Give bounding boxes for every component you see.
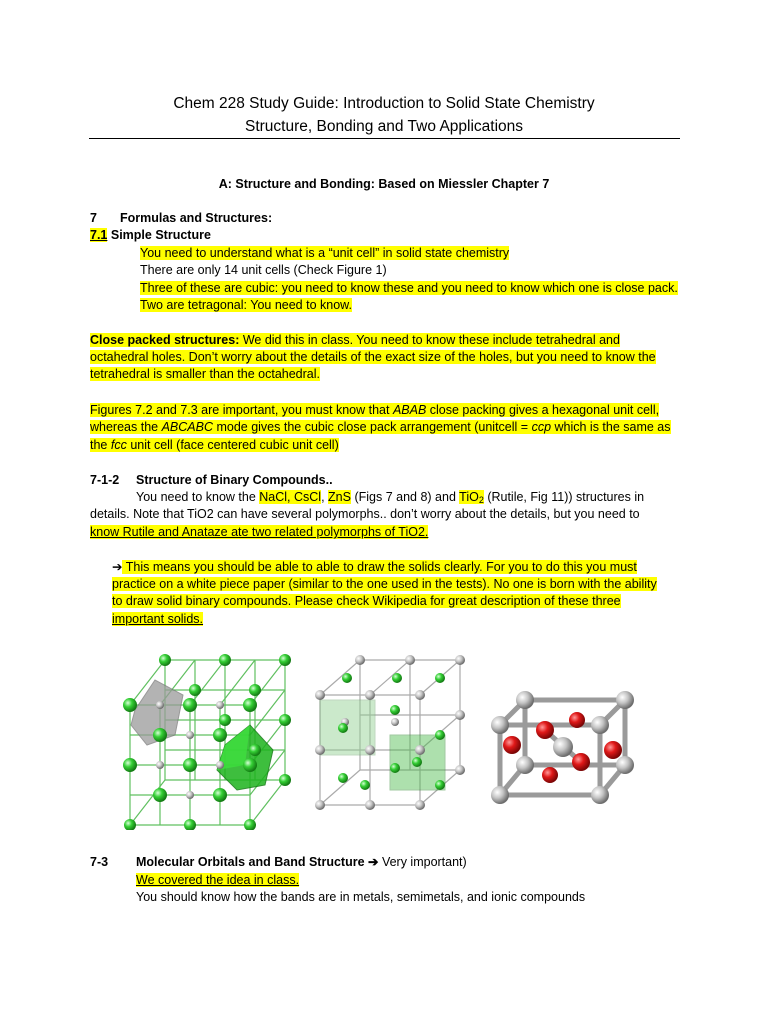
section-7-1-line4 xyxy=(140,297,352,314)
crystal-structures-figure xyxy=(105,650,675,830)
note-line2 xyxy=(112,576,657,593)
section-7-1-line1-text: You need to understand what is a “unit cell” in solid state chemistry xyxy=(140,246,510,260)
section-7-title: Formulas and Structures: xyxy=(120,211,273,225)
close-packed-line1-text: We did this in class. You need to know these include tetrahedral and xyxy=(239,333,620,347)
figures-line1 xyxy=(90,402,659,419)
s712-l1a: You need to know the xyxy=(136,490,260,504)
page-title-line1: Chem 228 Study Guide: Introduction to Solid State Chemistry xyxy=(173,95,595,112)
zns-structure-image xyxy=(315,655,465,810)
figures-l1a: Figures 7.2 and 7.3 are important, you must know that xyxy=(90,403,393,417)
comma-2: , xyxy=(321,490,329,504)
figures-l2b: mode gives the cubic close pack arrangement (unitcell = xyxy=(212,420,532,434)
section-7-1-2-line3-text: know Rutile and Anataze ate two related polymorphs of TiO2. xyxy=(90,525,429,539)
section-7-3-line1 xyxy=(136,872,299,889)
nacl-label: NaCl xyxy=(259,490,288,504)
note-line4-text: important solids. xyxy=(112,612,204,626)
tio2-label: TiO xyxy=(459,490,479,504)
note-line1-text: This means you should be able to able to draw the solids clearly. For you to do this you must xyxy=(122,560,637,574)
title-rule xyxy=(89,138,680,139)
section-7-number: 7 xyxy=(90,211,97,225)
section-7-1-number: 7.1 xyxy=(90,228,108,242)
figures-l3b: unit cell (face centered cubic unit cell) xyxy=(126,438,339,452)
section-7-3-number: 7-3 xyxy=(90,855,109,869)
section-7-3-title: Molecular Orbitals and Band Structure xyxy=(136,855,365,869)
section-7-1-line4-text: Two are tetragonal: You need to know. xyxy=(140,298,352,312)
section-7-1-line2: There are only 14 unit cells (Check Figure 1) xyxy=(140,263,387,277)
section-7-1-line3-text: Three of these are cubic: you need to know these and you need to know which one is close pack. xyxy=(140,281,678,295)
arrow-icon-2: ➔ xyxy=(364,855,382,869)
figures-abcabc: ABCABC xyxy=(161,420,213,434)
page-title-line2: Structure, Bonding and Two Applications xyxy=(244,118,524,135)
s712-l1b: (Figs 7 and 8) and xyxy=(350,490,460,504)
zns-label: ZnS xyxy=(328,490,351,504)
cscl-label: CsCl xyxy=(294,490,322,504)
section-7-1-heading xyxy=(90,227,211,244)
arrow-icon: ➔ xyxy=(112,560,123,574)
section-7-3-line2: You should know how the bands are in metals, semimetals, and ionic compounds xyxy=(136,890,586,904)
rutile-structure-image xyxy=(491,691,634,804)
figures-line3 xyxy=(90,437,339,454)
note-line4 xyxy=(112,611,203,628)
close-packed-line3-text: tetrahedral is smaller than the octahedral. xyxy=(90,367,320,381)
section-7-3-line1-text: We covered the idea in class. xyxy=(136,873,300,887)
section-7-1-2-number: 7-1-2 xyxy=(90,473,120,487)
figures-ccp: ccp xyxy=(531,420,552,434)
close-packed-label: Close packed structures: xyxy=(90,333,240,347)
section-7-1-2-line3 xyxy=(90,524,428,541)
section-7-1-line1 xyxy=(140,245,509,262)
section-7-1-title: Simple Structure xyxy=(110,228,211,242)
section-7-1-2-title: Structure of Binary Compounds.. xyxy=(136,473,333,487)
nacl-structure-image xyxy=(123,654,291,830)
section-7-1-2-line2: details. Note that TiO2 can have several polymorphs.. don’t worry about the details, but you need to xyxy=(90,507,640,521)
s712-l1c: (Rutile, Fig 11)) structures in xyxy=(483,490,645,504)
section-7-1-line3 xyxy=(140,280,678,297)
figures-l1b: close packing gives a hexagonal unit cell, xyxy=(426,403,660,417)
figures-l3a: the xyxy=(90,438,111,452)
close-packed-line2-text: octahedral holes. Don’t worry about the details of the exact size of the holes, but you need to know the xyxy=(90,350,656,364)
note-line2-text: practice on a white piece paper (similar to the one used in the tests). No one is born with the ability xyxy=(112,577,657,591)
close-packed-line3 xyxy=(90,366,320,383)
close-packed-line2 xyxy=(90,349,656,366)
close-packed-line1 xyxy=(90,332,620,349)
figures-line2 xyxy=(90,419,671,436)
figures-abab: ABAB xyxy=(392,403,427,417)
section-7-3-heading xyxy=(136,854,467,871)
comma-1: , xyxy=(287,490,294,504)
figures-l2c: which is the same as xyxy=(551,420,671,434)
note-line1 xyxy=(112,559,637,576)
section-7-3-tail: Very important) xyxy=(381,855,467,869)
tio2-subscript: 2 xyxy=(478,495,484,505)
note-line3 xyxy=(112,593,621,610)
figures-fcc: fcc xyxy=(110,438,127,452)
section-a-heading: A: Structure and Bonding: Based on Miessler Chapter 7 xyxy=(218,177,550,191)
note-line3-text: to draw solid binary compounds. Please check Wikipedia for great description of these three xyxy=(112,594,621,608)
figures-l2a: whereas the xyxy=(90,420,162,434)
